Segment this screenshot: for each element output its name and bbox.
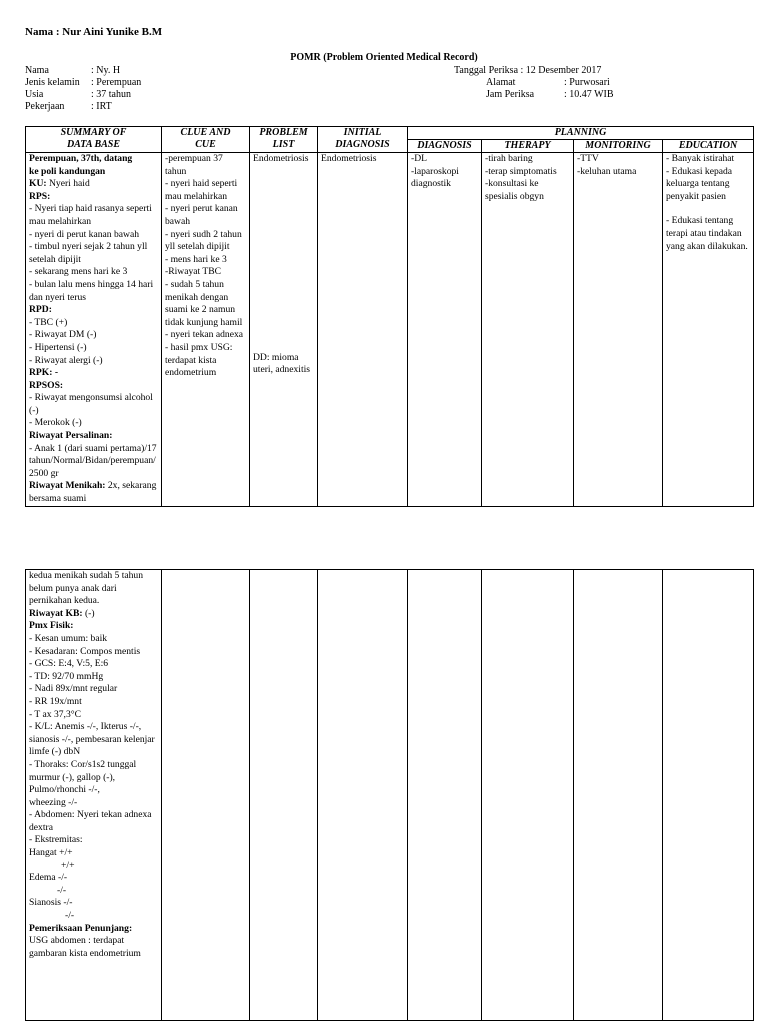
header-therapy: THERAPY <box>482 140 574 153</box>
value-usia: : 37 tahun <box>91 89 131 100</box>
header-clue: CLUE AND CUE <box>162 127 250 153</box>
initial-diagnosis-cell: Endometriosis <box>318 153 408 507</box>
value-nama: : Ny. H <box>91 65 121 76</box>
value-pekerjaan: : IRT <box>91 101 112 112</box>
problem-cell-continued <box>250 570 318 1021</box>
pomr-table-page-1 <box>25 126 754 507</box>
tanggal-periksa: Tanggal Periksa : 12 Desember 2017 <box>454 65 602 76</box>
monitoring-cell-continued <box>574 570 663 1021</box>
plan-diagnosis-cell: -DL -laparoskopi diagnostik <box>408 153 482 507</box>
author-name: Nama : Nur Aini Yunike B.M <box>25 26 163 38</box>
label-nama: Nama <box>25 65 49 76</box>
visit-info <box>454 65 614 101</box>
plan-diagnosis-cell-continued <box>408 570 482 1021</box>
therapy-cell: -tirah baring -terap simptomatis -konsultasi ke spesialis obgyn <box>482 153 574 507</box>
therapy-cell-continued <box>482 570 574 1021</box>
patient-info <box>25 65 141 113</box>
clue-cell: -perempuan 37 tahun - nyeri haid seperti mau melahirkan - nyeri perut kanan bawah - nyeri sudh 2 tahun yll setelah dipijit - mens hari ke 3 -Riwayat TBC - sudah 5 tahun menikah dengan suami ke 2 namun tidak kunjung hamil - nyeri tekan adnexa - hasil pmx USG: terdapat kista endometrium <box>162 153 250 507</box>
monitoring-cell: -TTV -keluhan utama <box>574 153 663 507</box>
header-planning: PLANNING <box>408 127 754 140</box>
header-initial: INITIAL DIAGNOSIS <box>318 127 408 153</box>
value-alamat: : Purwosari <box>564 77 610 88</box>
header-monitoring: MONITORING <box>574 140 663 153</box>
clue-cell-continued <box>162 570 250 1021</box>
education-cell: - Banyak istirahat - Edukasi kepada keluarga tentang penyakit pasien - Edukasi tentang terapi atau tindakan yang akan dilakukan. <box>663 153 754 507</box>
label-alamat: Alamat <box>486 77 516 88</box>
label-jam-periksa: Jam Periksa <box>486 89 535 100</box>
header-education: EDUCATION <box>663 140 754 153</box>
value-jam-periksa: : 10.47 WIB <box>564 89 614 100</box>
header-summary: SUMMARY OF DATA BASE <box>26 127 162 153</box>
education-cell-continued <box>663 570 754 1021</box>
value-jenis-kelamin: : Perempuan <box>91 77 142 88</box>
label-usia: Usia <box>25 89 44 100</box>
summary-cell-continued: kedua menikah sudah 5 tahun belum punya anak dari pernikahan kedua. Riwayat KB: (-) Pmx Fisik: - Kesan umum: baik - Kesadaran: Compos mentis - GCS: E:4, V:5, E:6 - TD: 92/70 mmHg - Nadi 89x/mnt regular - RR 19x/mnt - T ax 37,3°C - K/L: Anemis -/-, Ikterus -/-, sianosis -/-, pembesaran kelenjar limfe (-) dbN - Thoraks: Cor/s1s2 tunggal murmur (-), gallop (-), Pulmo/rhonchi -/-, wheezing -/- - Abdomen: Nyeri tekan adnexa dextra - Ekstremitas: Hangat +/+ +/+ Edema -/- -/- Sianosis -/- -/- Pemeriksaan Penunjang: USG abdomen : terdapat gambaran kista endometrium <box>26 570 162 1021</box>
summary-cell: Perempuan, 37th, datang ke poli kandungan KU: Nyeri haid RPS: - Nyeri tiap haid rasanya seperti mau melahirkan - nyeri di perut kanan bawah - timbul nyeri sejak 2 tahun yll setelah dipijit - sekarang mens hari ke 3 - bulan lalu mens hingga 14 hari dan nyeri terus RPD: - TBC (+) - Riwayat DM (-) - Hipertensi (-) - Riwayat alergi (-) RPK: - RPSOS: - Riwayat mengonsumsi alcohol (-) - Merokok (-) Riwayat Persalinan: - Anak 1 (dari suami pertama)/17tahun/Normal/Bidan/perempuan/ 2500 gr Riwayat Menikah: 2x, sekarang bersama suami <box>26 153 162 507</box>
header-diagnosis: DIAGNOSIS <box>408 140 482 153</box>
document-title: POMR (Problem Oriented Medical Record) <box>290 52 478 63</box>
initial-diagnosis-cell-continued <box>318 570 408 1021</box>
header-problem: PROBLEM LIST <box>250 127 318 153</box>
problem-cell: Endometriosis DD: mioma uteri, adnexitis <box>250 153 318 507</box>
pomr-table-page-2 <box>25 569 754 1021</box>
label-jenis-kelamin: Jenis kelamin <box>25 77 80 88</box>
label-pekerjaan: Pekerjaan <box>25 101 65 112</box>
